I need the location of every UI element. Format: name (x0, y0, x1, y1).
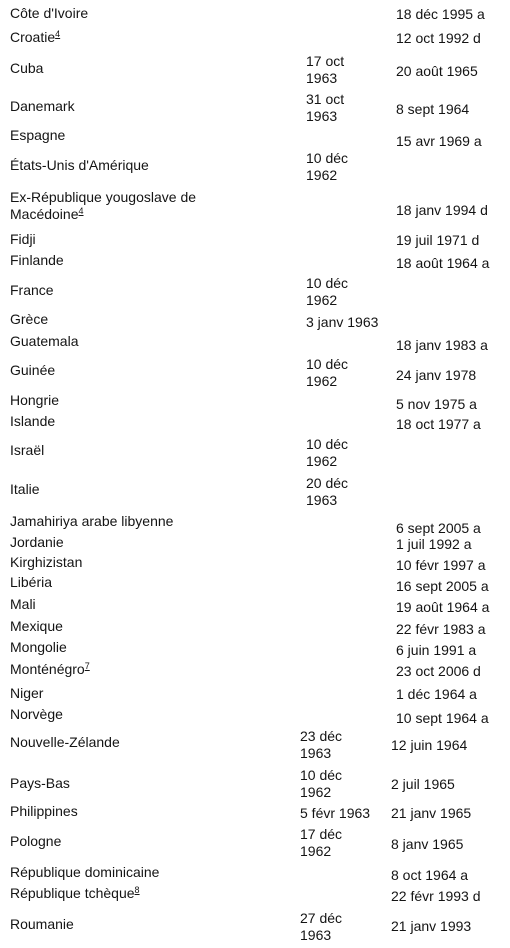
ratification-date: 18 janv 1983 a (396, 337, 488, 353)
country-name (10, 775, 70, 792)
country-name (10, 392, 59, 409)
signature-date: 10 déc 1962 (306, 356, 349, 389)
country-name (10, 362, 55, 379)
ratification-date: 23 oct 2006 d (396, 663, 481, 679)
country-name (10, 513, 173, 530)
country-name (10, 554, 82, 571)
footnote-ref[interactable]: 8 (134, 885, 140, 895)
country-text: Norvège (10, 706, 63, 722)
signature-date: 10 déc 1962 (306, 150, 349, 183)
country-text: Croatie (10, 29, 56, 45)
ratification-date: 10 févr 1997 a (396, 557, 486, 573)
ratification-date: 1 déc 1964 a (396, 686, 477, 702)
country-name (10, 333, 78, 350)
ratification-date: 12 juin 1964 (391, 737, 468, 753)
country-name (10, 157, 149, 174)
country-text: Danemark (10, 98, 75, 114)
ratification-date: 19 août 1964 a (396, 599, 490, 615)
country-text: Libéria (10, 574, 53, 590)
country-text: Fidji (10, 231, 36, 247)
country-text: Mali (10, 596, 36, 612)
country-text: États-Unis d'Amérique (10, 157, 149, 173)
ratification-date: 6 juin 1991 a (396, 642, 477, 658)
signature-date: 10 déc 1962 (306, 275, 349, 308)
country-name (10, 916, 74, 933)
country-text: Mexique (10, 618, 63, 634)
country-name (10, 282, 54, 299)
country-text-line2: Macédoine (10, 206, 79, 222)
country-name (10, 29, 60, 46)
ratification-date: 16 sept 2005 a (396, 578, 489, 594)
country-name (10, 639, 67, 656)
ratification-date: 22 févr 1983 a (396, 621, 486, 637)
signature-date: 31 oct 1963 (306, 91, 345, 124)
country-name (10, 252, 64, 269)
ratification-date: 1 juil 1992 a (396, 536, 472, 552)
country-name (10, 803, 78, 820)
country-name (10, 98, 75, 115)
country-name (10, 60, 43, 77)
country-name (10, 413, 55, 430)
signature-date: 20 déc 1963 (306, 475, 349, 508)
country-text: Roumanie (10, 916, 74, 932)
country-name (10, 189, 196, 223)
country-text: Ex-République yougoslave de (10, 189, 197, 205)
country-text: Finlande (10, 252, 64, 268)
ratification-date: 8 oct 1964 a (391, 867, 469, 883)
ratification-date: 2 juil 1965 (391, 776, 455, 792)
country-name (10, 706, 63, 723)
signature-date: 3 janv 1963 (306, 314, 379, 330)
signature-date: 5 févr 1963 (300, 805, 371, 821)
country-text: Philippines (10, 803, 78, 819)
country-text: Espagne (10, 127, 66, 143)
ratification-date: 15 avr 1969 a (396, 133, 482, 149)
signature-date: 10 déc 1962 (300, 767, 343, 800)
signature-date: 27 déc 1963 (300, 910, 343, 943)
ratification-date: 12 oct 1992 d (396, 30, 481, 46)
footnote-ref[interactable]: 4 (55, 29, 61, 39)
country-text: Niger (10, 685, 44, 701)
country-text: Hongrie (10, 392, 60, 408)
ratification-date: 20 août 1965 (396, 63, 478, 79)
country-name (10, 596, 36, 613)
country-text: Guinée (10, 362, 56, 378)
country-text: Mongolie (10, 639, 67, 655)
ratification-date: 8 sept 1964 (396, 101, 470, 117)
country-name (10, 661, 90, 678)
country-text: France (10, 282, 54, 298)
country-name (10, 618, 63, 635)
country-name (10, 833, 61, 850)
country-name (10, 534, 64, 551)
footnote-ref[interactable]: 7 (84, 661, 90, 671)
ratification-date: 18 oct 1977 a (396, 416, 481, 432)
country-name (10, 481, 40, 498)
country-text: Monténégro (10, 661, 85, 677)
country-text: Nouvelle-Zélande (10, 734, 120, 750)
country-name (10, 864, 159, 881)
signature-date: 10 déc 1962 (306, 436, 349, 469)
country-name (10, 574, 52, 591)
ratification-date: 21 janv 1965 (391, 805, 472, 821)
country-text: Israël (10, 442, 45, 458)
country-name (10, 734, 120, 751)
country-name (10, 311, 48, 328)
ratification-date: 18 janv 1994 d (396, 202, 488, 218)
country-text: Pologne (10, 833, 62, 849)
country-text: Guatemala (10, 333, 79, 349)
country-text: Islande (10, 413, 56, 429)
ratification-date: 19 juil 1971 d (396, 232, 480, 248)
country-text: Jamahiriya arabe libyenne (10, 513, 174, 529)
ratification-date: 24 janv 1978 (396, 367, 477, 383)
ratification-date: 21 janv 1993 (391, 918, 472, 934)
country-text: Cuba (10, 60, 44, 76)
country-text: Grèce (10, 311, 49, 327)
country-text: Italie (10, 481, 40, 497)
country-text: Pays-Bas (10, 775, 70, 791)
ratification-date: 6 sept 2005 a (396, 520, 481, 536)
ratification-date: 18 déc 1995 a (396, 6, 485, 22)
signature-date: 17 déc 1962 (300, 826, 343, 859)
country-text: Kirghizistan (10, 554, 83, 570)
ratification-date: 18 août 1964 a (396, 255, 490, 271)
country-text: République dominicaine (10, 864, 160, 880)
ratification-date: 22 févr 1993 d (391, 888, 481, 904)
country-name (10, 5, 88, 22)
country-name (10, 442, 44, 459)
country-name (10, 127, 65, 144)
ratification-date: 8 janv 1965 (391, 836, 464, 852)
ratification-date: 5 nov 1975 a (396, 396, 477, 412)
country-text: Côte d'Ivoire (10, 5, 89, 21)
country-name (10, 885, 140, 902)
country-name (10, 231, 36, 248)
country-text: République tchèque (10, 885, 135, 901)
country-name (10, 685, 43, 702)
signature-date: 17 oct 1963 (306, 53, 345, 86)
country-text: Jordanie (10, 534, 64, 550)
signature-date: 23 déc 1963 (300, 728, 343, 761)
footnote-ref[interactable]: 4 (78, 206, 84, 216)
ratification-date: 10 sept 1964 a (396, 710, 489, 726)
